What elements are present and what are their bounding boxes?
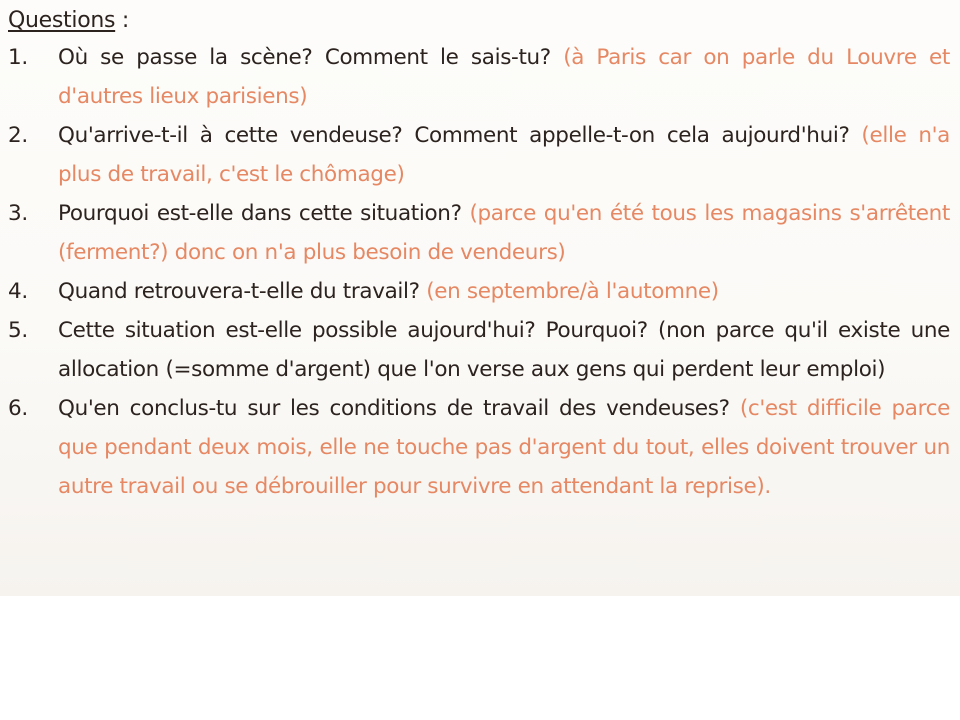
question-item	[8, 389, 950, 506]
answer-text: (elle n'a plus de travail, c'est le chômage)	[58, 123, 951, 187]
question-text-block	[58, 194, 950, 272]
heading-colon: :	[115, 8, 129, 33]
question-text: Où se passe la scène? Comment le sais-tu?	[58, 45, 551, 70]
question-number: 5.	[8, 318, 28, 343]
answer-text: (non parce qu'il existe une allocation (=somme d'argent) que l'on verse aux gens qui perdent leur emploi)	[58, 318, 951, 382]
question-number: 4.	[8, 279, 28, 304]
question-text-block	[58, 116, 950, 194]
question-text: Pourquoi est-elle dans cette situation?	[58, 201, 462, 226]
question-number: 2.	[8, 123, 28, 148]
page-heading	[8, 6, 950, 36]
heading-title: Questions	[8, 8, 116, 33]
question-item	[8, 116, 950, 194]
question-number: 6.	[8, 396, 28, 421]
question-text-block	[58, 311, 950, 389]
question-number: 1.	[8, 45, 28, 70]
question-text: Qu'arrive-t-il à cette vendeuse? Comment appelle-t-on cela aujourd'hui?	[58, 123, 850, 148]
question-number: 3.	[8, 201, 28, 226]
answer-text: (c'est difficile parce que pendant deux mois, elle ne touche pas d'argent du tout, elles doivent trouver un autre travail ou se débrouiller pour survivre en attendant la reprise).	[58, 396, 950, 499]
question-item	[8, 311, 950, 389]
question-text-block	[58, 38, 950, 116]
answer-text: (parce qu'en été tous les magasins s'arrêtent (ferment?) donc on n'a plus besoin de vendeurs)	[58, 201, 951, 265]
question-text-block	[58, 272, 950, 311]
question-item	[8, 272, 950, 311]
question-item	[8, 194, 950, 272]
question-list	[8, 38, 950, 506]
question-text: Qu'en conclus-tu sur les conditions de travail des vendeuses?	[58, 396, 730, 421]
question-item	[8, 38, 950, 116]
answer-text: (en septembre/à l'automne)	[426, 279, 719, 304]
question-text-block	[58, 389, 950, 506]
question-text: Quand retrouvera-t-elle du travail?	[58, 279, 420, 304]
answer-text: (à Paris car on parle du Louvre et d'autres lieux parisiens)	[58, 45, 950, 109]
question-text: Cette situation est-elle possible aujourd'hui? Pourquoi?	[58, 318, 648, 343]
